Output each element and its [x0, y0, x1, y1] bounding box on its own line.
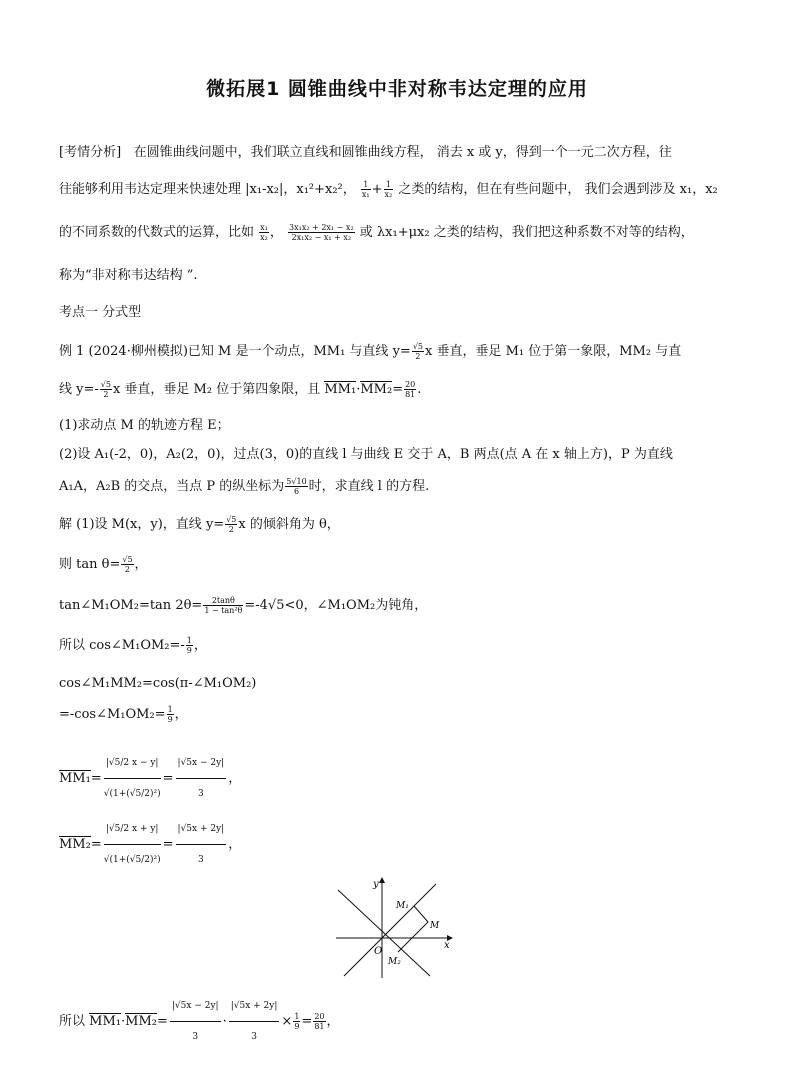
question-2-cont: [59, 477, 429, 497]
solution-text-last: 所以: [59, 1014, 86, 1029]
fraction-1-over-9: $\frac{1}{9}$: [167, 705, 173, 724]
simplified-fraction-mm2: $\frac{|√5x + 2y|}{3}$: [176, 816, 227, 873]
vector-mm1: MM₁: [324, 382, 357, 397]
vector-mm2: MM₂: [125, 1014, 157, 1029]
solution-line-mm2: MM₂= $\frac{|√5/2 x + y|}{\text{√(1+(√5/2)²)}}$ = $\frac{|√5x + 2y|}{3}$ ，: [59, 816, 241, 873]
solution-line-6: =-cos∠M₁OM₂= $\frac{1}{9}$ ，: [59, 705, 188, 724]
point-m1-label: M₁: [396, 901, 409, 911]
fraction-20-over-81: $\frac{20}{81}$: [405, 380, 416, 399]
fraction-x1-over-x2: $\frac{\text{x₁}}{\text{x₂}}$: [260, 223, 268, 242]
vector-mm2: MM₂: [360, 382, 393, 397]
solution-text-4: 所以 cos∠M₁OM₂=-: [59, 638, 185, 653]
fraction-20-over-81: $\frac{20}{81}$: [314, 1012, 325, 1031]
intro-text-2b: 之类的结构，但在有些问题中， 我们会遇到涉及 x₁，x₂: [398, 182, 718, 197]
distance-fraction-mm2: $\frac{|√5/2 x + y|}{\text{√(1+(√5/2)²)}}$: [104, 816, 161, 873]
question-2: (2)设 A₁(-2，0)，A₂(2，0)，过点(3，0)的直线 l 与曲线 E 交于 A，B 两点(点 A 在 x 轴上方)，P 为直线: [59, 447, 673, 462]
fraction-sqrt5-over-2: $\frac{√5}{2}$: [226, 515, 237, 534]
product-fraction-plus: $\frac{|√5x + 2y|}{3}$: [229, 993, 280, 1050]
vector-mm1: MM₁: [89, 1014, 121, 1029]
question-2-text-a: A₁A，A₂B 的交点，当点 P 的纵坐标为: [59, 479, 285, 494]
solution-text-3b: =-4√5<0，∠M₁OM₂为钝角，: [244, 598, 428, 613]
intro-text-3a: 的不同系数的代数式的运算，比如: [59, 225, 255, 240]
solution-text-2: 则 tan θ=: [59, 557, 121, 572]
fraction-double-angle: $\frac{2\tan\theta}{\text{1 − tan²θ}}$: [204, 596, 243, 615]
solution-line-2: 则 tan θ= $\frac{√5}{2}$ ，: [59, 555, 148, 574]
intro-line-2: 往能够利用韦达定理来快速处理 |x₁-x₂|，x₁²+x₂²， $\frac{1}{\text{x₁}}$ + $\frac{1}{\text{x₂}}$ 之类的结构，但在有些问题中， 我们会遇到涉及 x₁，x₂: [59, 180, 718, 199]
solution-line-last: 所以 MM₁·MM₂= $\frac{|√5x - 2y|}{3}$ · $\frac{|√5x + 2y|}{3}$ × $\frac{1}{9}$ = $\frac{20}{81}$ ，: [59, 993, 340, 1050]
example-text-1b: x 垂直，垂足 M₁ 位于第一象限，MM₂ 与直: [425, 344, 682, 359]
point-m2-label: M₂: [388, 957, 401, 967]
example-text-2b: x 垂直，垂足 M₂ 位于第四象限，且: [112, 382, 321, 397]
solution-line-3: [59, 596, 427, 616]
example-line-1: [59, 342, 681, 362]
fraction-1-over-9: $\frac{1}{9}$: [294, 1012, 300, 1031]
fraction-asymmetric: $\frac{\text{3x₁x₂ + 2x₁ − x₂}}{\text{2x₁x₂ − x₁ + x₂}}$: [289, 223, 354, 242]
question-2-text-b: 时，求直线 l 的方程.: [308, 479, 430, 494]
point-m-label: M: [430, 921, 440, 931]
intro-text-1: 在圆锥曲线问题中，我们联立直线和圆锥曲线方程， 消去 x 或 y，得到一个一元二次方程，往: [133, 145, 672, 160]
coordinate-figure: [330, 870, 460, 982]
intro-text-3b: 或 λx₁+μx₂ 之类的结构，我们把这种系数不对等的结构，: [359, 225, 694, 240]
perpendicular-segments: [398, 906, 428, 952]
solution-line-mm1: MM₁= $\frac{|√5/2 x - y|}{\text{√(1+(√5/2)²)}}$ = $\frac{|√5x - 2y|}{3}$ ，: [59, 750, 241, 807]
solution-text-1b: x 的倾斜角为 θ，: [238, 517, 340, 532]
origin-label: O: [374, 946, 383, 957]
vector-mm1: MM₁: [59, 771, 91, 786]
solution-text-6: =-cos∠M₁OM₂=: [59, 707, 166, 722]
example-text-2a: 线 y=-: [59, 382, 99, 397]
fraction-sqrt5-over-2: $\frac{√5}{2}$: [412, 342, 423, 361]
question-1: (1)求动点 M 的轨迹方程 E；: [59, 418, 230, 433]
fraction-1-over-x2: $\frac{1}{\text{x₂}}$: [384, 180, 393, 199]
solution-line-4: 所以 cos∠M₁OM₂=- $\frac{1}{9}$ ，: [59, 636, 207, 655]
fraction-1-over-x1: $\frac{1}{\text{x₁}}$: [361, 180, 370, 199]
fraction-sqrt5-over-2: $\frac{√5}{2}$: [100, 380, 111, 399]
section-heading: 考点一 分式型: [59, 305, 142, 320]
product-fraction-minus: $\frac{|√5x - 2y|}{3}$: [170, 993, 221, 1050]
x-axis-label: x: [444, 940, 450, 951]
solution-text-1a: 解 (1)设 M(x，y)，直线 y=: [59, 517, 225, 532]
vector-mm2: MM₂: [59, 837, 91, 852]
intro-line-3: 的不同系数的代数式的运算，比如 $\frac{\text{x₁}}{\text{x₂}}$ ， $\frac{\text{3x₁x₂ + 2x₁ − x₂}}{\text{2x₁x₂ − x₁ + x₂}}$ 或 λx₁+μx₂ 之类的结构，我们把这种系数不对等的结构，: [59, 223, 694, 242]
solution-line-5: cos∠M₁MM₂=cos(π-∠M₁OM₂): [59, 676, 257, 691]
intro-line-1: [59, 143, 672, 163]
solution-line-1: [59, 515, 340, 535]
fraction-1-over-9: $\frac{1}{9}$: [186, 636, 192, 655]
fraction-sqrt5-over-2: $\frac{√5}{2}$: [122, 555, 133, 574]
line-negative-slope: [338, 890, 430, 976]
analysis-tag: [考情分析]: [59, 145, 122, 160]
fraction-5sqrt10-over-6: $\frac{5√10}{6}$: [286, 477, 307, 496]
simplified-fraction-mm1: $\frac{|√5x - 2y|}{3}$: [176, 750, 227, 807]
distance-fraction-mm1: $\frac{|√5/2 x - y|}{\text{√(1+(√5/2)²)}}$: [104, 750, 161, 807]
page-title: 微拓展1 圆锥曲线中非对称韦达定理的应用: [206, 78, 588, 100]
intro-line-4: 称为“非对称韦达结构 ”.: [59, 268, 198, 283]
example-text-1a: 例 1 (2024·柳州模拟)已知 M 是一个动点，MM₁ 与直线 y=: [59, 344, 411, 359]
y-axis-label: y: [373, 879, 379, 890]
example-line-2: 线 y=- $\frac{√5}{2}$ x 垂直，垂足 M₂ 位于第四象限，且 MM₁·MM₂= $\frac{20}{81}$ .: [59, 380, 422, 399]
intro-text-2a: 往能够利用韦达定理来快速处理 |x₁-x₂|，x₁²+x₂²，: [59, 182, 356, 197]
solution-text-3a: tan∠M₁OM₂=tan 2θ=: [59, 598, 203, 613]
